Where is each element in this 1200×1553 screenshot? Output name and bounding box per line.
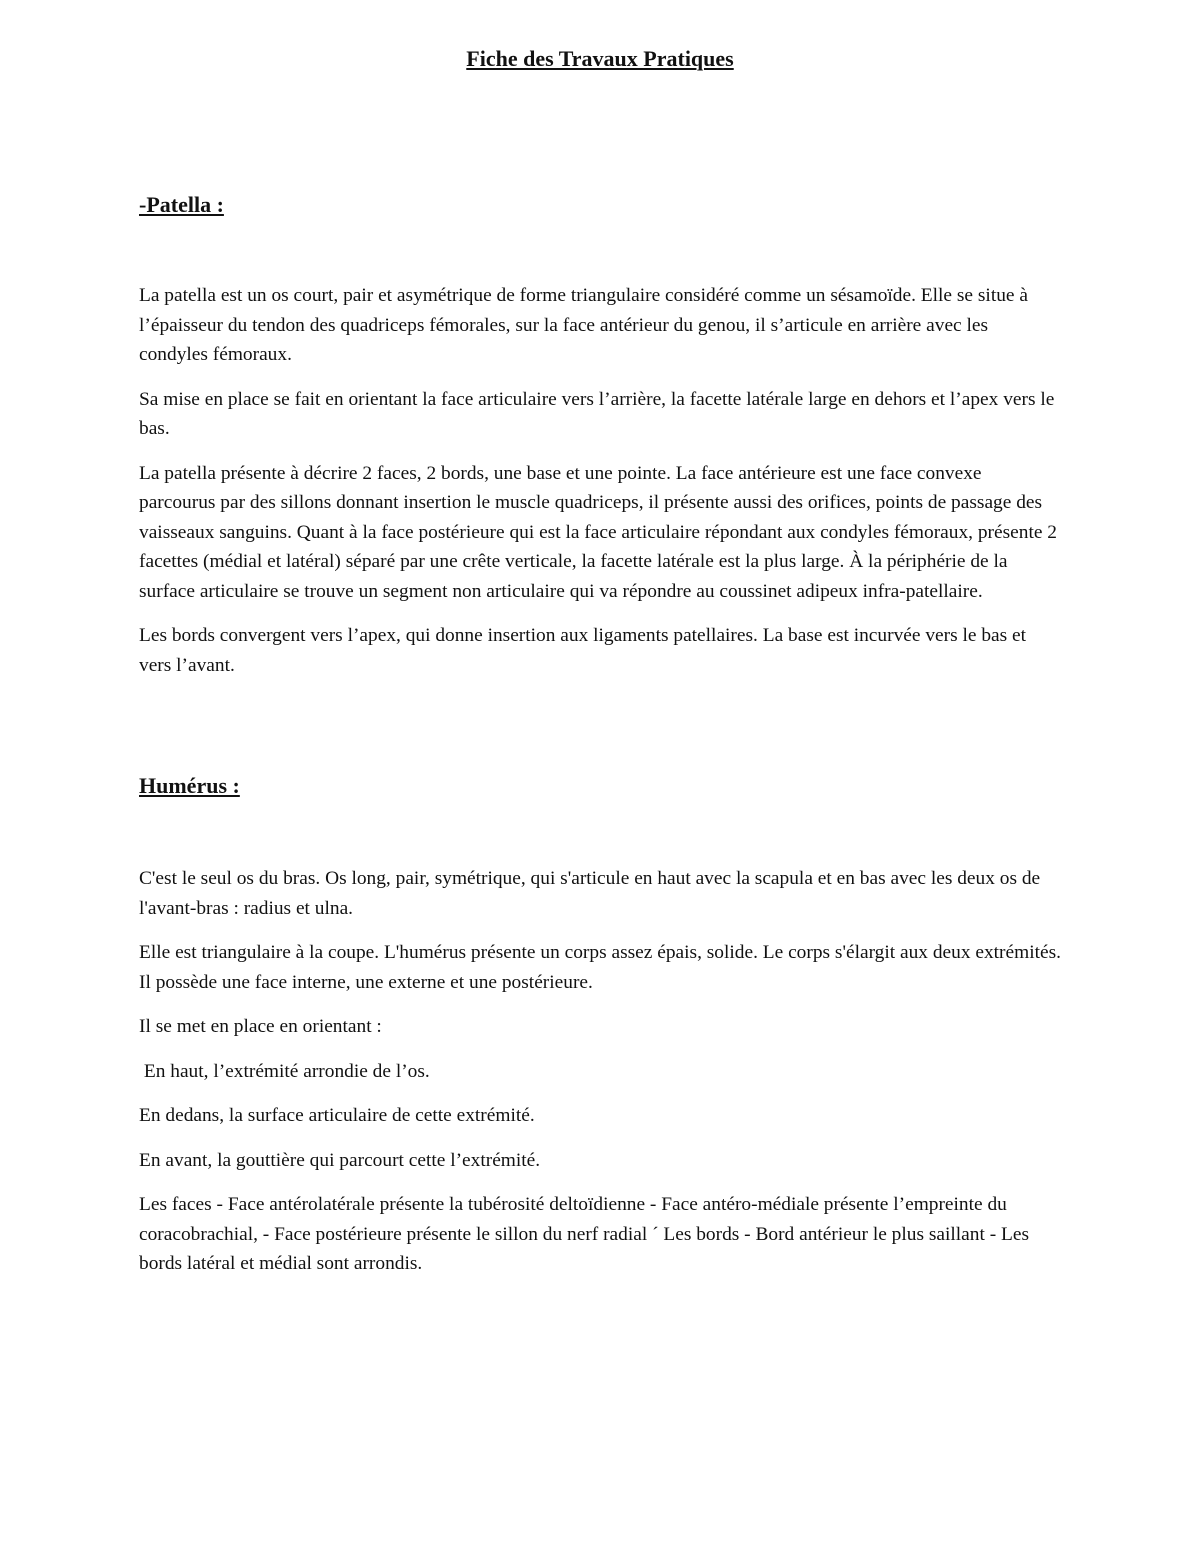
section-heading-patella: -Patella : <box>139 192 224 217</box>
section-body-humerus <box>139 864 1061 1294</box>
paragraph: Il se met en place en orientant : <box>139 1016 382 1037</box>
document-title: Fiche des Travaux Pratiques <box>466 46 734 71</box>
paragraph: La patella présente à décrire 2 faces, 2 bords, une base et une pointe. La face antérieure est une face convexe parcourus par des sillons donnant insertion le muscle quadriceps, il présente aussi des orifices, points de passage des vaisseaux sanguins. Quant à la face postérieure qui est la face articulaire répondant aux condyles fémoraux, présente 2 facettes (médial et latéral) séparé par une crête verticale, la facette latérale est la plus large. À la périphérie de la surface articulaire se trouve un segment non articulaire qui va répondre au coussinet adipeux infra-patellaire. <box>139 462 1057 602</box>
paragraph: C'est le seul os du bras. Os long, pair, symétrique, qui s'articule en haut avec la scapula et en bas avec les deux os de l'avant-bras : radius et ulna. <box>139 868 1041 919</box>
paragraph: La patella est un os court, pair et asymétrique de forme triangulaire considéré comme un sésamoïde. Elle se situe à l’épaisseur du tendon des quadriceps fémorales, sur la face antérieur du genou, il s’articule en arrière avec les condyles fémoraux. <box>139 285 1028 365</box>
paragraph: En haut, l’extrémité arrondie de l’os. <box>139 1060 430 1082</box>
section-heading-humerus: Humérus : <box>139 773 240 798</box>
paragraph: Les bords convergent vers l’apex, qui donne insertion aux ligaments patellaires. La base est incurvée vers le bas et vers l’avant. <box>139 625 1027 676</box>
paragraph: Sa mise en place se fait en orientant la face articulaire vers l’arrière, la facette latérale large en dehors et l’apex vers le bas. <box>139 388 1055 439</box>
paragraph: Elle est triangulaire à la coupe. L'humérus présente un corps assez épais, solide. Le corps s'élargit aux deux extrémités. Il possède une face interne, une externe et une postérieure. <box>139 942 1061 993</box>
paragraph: Les faces - Face antérolatérale présente la tubérosité deltoïdienne - Face antéro-médiale présente l’empreinte du coracobrachial, - Face postérieure présente le sillon du nerf radial ´ Les bords - Bord antérieur le plus saillant - Les bords latéral et médial sont arrondis. <box>139 1194 1030 1274</box>
paragraph: En avant, la gouttière qui parcourt cette l’extrémité. <box>139 1149 541 1171</box>
section-body-patella <box>139 281 1061 695</box>
paragraph: En dedans, la surface articulaire de cette extrémité. <box>139 1105 535 1126</box>
